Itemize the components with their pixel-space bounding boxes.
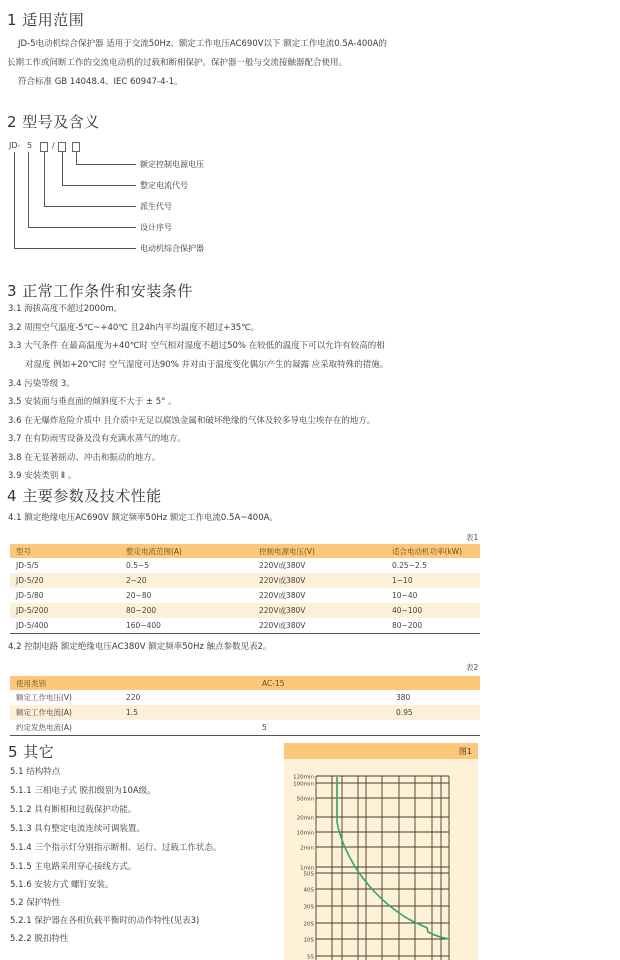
leader-line: [76, 164, 136, 165]
model-label-current-code: 整定电流代号: [140, 181, 188, 190]
table-row: [10, 558, 480, 573]
table-row: [10, 603, 480, 618]
leader-line: [62, 185, 136, 186]
other-item: 5.1.3 具有整定电流连续可调装置。: [10, 824, 145, 834]
table1-header: 适合电动机功率(kW): [386, 544, 480, 558]
other-item: 5.1.6 安装方式 螺钉安装。: [10, 880, 114, 890]
model-box-derivative: [40, 142, 48, 152]
table-cell: 0.25~2.5: [392, 561, 427, 570]
y-tick-label: 10S: [303, 937, 314, 944]
y-tick-label: 30S: [303, 904, 314, 911]
condition-item: 3.3 大气条件 在最高温度为+40℃时 空气相对湿度不超过50% 在较低的温度下可以允许有较高的相: [8, 341, 385, 351]
leader-line: [14, 248, 136, 249]
condition-item: 3.5 安装面与垂直面的倾斜度不大于 ± 5° 。: [8, 397, 177, 407]
table2-caption: 表2: [466, 663, 479, 672]
model-label-protector: 电动机综合保护器: [140, 244, 204, 253]
other-item: 5.2.1 保护器在各相负载平衡时的动作特性(见表3): [10, 916, 200, 926]
table-cell-empty: [256, 705, 390, 720]
y-tick-label: 50min: [296, 796, 314, 803]
section1-title: 1 适用范围: [7, 11, 85, 29]
table-cell: 220: [126, 693, 141, 702]
table-row: [10, 573, 480, 588]
table-cell: 80~200: [386, 618, 480, 634]
other-item: 5.2.2 脱扣特性: [10, 934, 69, 944]
y-tick-label: 50S: [303, 871, 314, 878]
other-item: 5.1.1 三相电子式 脱扣级别为10A级。: [10, 786, 156, 796]
section1-line-1: JD-5电动机综合保护器 适用于交流50Hz、额定工作电压AC690V以下 额定工作电流0.5A-400A的: [18, 39, 387, 49]
spec-line-4-2: 4.2 控制电路 额定绝缘电压AC380V 额定频率50Hz 触点参数见表2。: [8, 642, 272, 652]
table-cell: 约定发热电流(A): [10, 720, 120, 736]
section5-title: 5 其它: [8, 743, 55, 761]
table-cell: 10~40: [392, 591, 418, 600]
table-row: [10, 588, 480, 603]
section3-title: 3 正常工作条件和安装条件: [7, 282, 193, 300]
y-tick-label: 40S: [303, 887, 314, 894]
other-item: 5.1.2 具有断相和过载保护功能。: [10, 805, 137, 815]
table-cell: 额定工作电压(V): [16, 693, 72, 702]
table-row: [10, 618, 480, 634]
table-cell-empty: [120, 676, 256, 690]
other-item: 5.2 保护特性: [10, 898, 61, 908]
table1: [10, 544, 480, 634]
table-cell: 220V或380V: [259, 561, 306, 570]
table-cell: 220V或380V: [253, 603, 386, 618]
table-cell: JD-5/200: [10, 603, 120, 618]
table-cell-empty: [256, 690, 390, 705]
model-label-control-voltage: 额定控制电源电压: [140, 160, 204, 169]
table-cell: JD-5/400: [10, 618, 120, 634]
condition-item: 3.1 海拔高度不超过2000m。: [8, 304, 123, 314]
other-item: 5.1.4 三个指示灯分别指示断相、运行、过载工作状态。: [10, 843, 222, 853]
table-cell: 1~10: [386, 573, 480, 588]
table-cell: 额定工作电流(A): [10, 705, 120, 720]
condition-item: 3.9 安装类别 Ⅱ 。: [8, 471, 77, 481]
model-design-number: 5: [27, 141, 33, 150]
other-item: 5.1 结构特点: [10, 767, 61, 777]
table-cell-empty: [120, 720, 256, 736]
table-cell: 0.95: [390, 705, 480, 720]
model-slash: /: [52, 141, 55, 150]
table-cell: JD-5/20: [10, 573, 120, 588]
y-tick-label: 2min: [300, 845, 314, 852]
leader-line: [44, 152, 45, 207]
table1-header: 整定电流范围(A): [120, 544, 253, 558]
table-cell: 220V或380V: [253, 618, 386, 634]
table-cell: 80~200: [120, 603, 253, 618]
leader-line: [28, 227, 136, 228]
spec-line-4-1: 4.1 额定绝缘电压AC690V 额定频率50Hz 额定工作电流0.5A~400A。: [8, 513, 278, 523]
table-cell: 2~20: [120, 573, 253, 588]
model-box-voltage: [72, 142, 80, 152]
table-cell: JD-5/80: [16, 591, 44, 600]
table-cell-empty: [390, 720, 480, 736]
y-tick-label: 120min: [293, 774, 314, 781]
table-row: [10, 705, 480, 720]
leader-line: [28, 152, 29, 228]
table-cell: 5: [256, 720, 390, 736]
y-tick-label: 20min: [296, 815, 314, 822]
condition-item: 3.7 在有防雨雪设备及没有充满水蒸气的地方。: [8, 434, 186, 444]
y-tick-label: 10min: [296, 830, 314, 837]
table-row: [10, 720, 480, 736]
section1-line-2: 长期工作或间断工作的交流电动机的过载和断相保护。保护器一般与交流接触器配合使用。: [7, 58, 348, 68]
y-tick-label: 1min: [300, 865, 314, 872]
section1-standards: 符合标准 GB 14048.4、IEC 60947-4-1。: [18, 77, 183, 87]
y-tick-label: 5S: [307, 954, 314, 960]
table-cell: 380: [396, 693, 411, 702]
leader-line: [14, 152, 15, 249]
condition-item-continued: 对湿度 例如+20℃时 空气湿度可达90% 并对由于温度变化偶尔产生的凝露 应采取特殊的措施。: [25, 360, 389, 370]
table-cell: 0.5~5: [126, 561, 149, 570]
model-label-design-number: 设计序号: [140, 223, 172, 232]
other-item: 5.1.5 主电路采用穿心接线方式。: [10, 862, 137, 872]
trip-curve-chart: [284, 743, 478, 960]
table2-header-value: AC-15: [256, 676, 390, 690]
condition-item: 3.2 周围空气温度-5℃~+40℃ 且24h内平均温度不超过+35℃。: [8, 323, 260, 333]
table2: [10, 676, 480, 736]
table-cell: 220V或380V: [253, 573, 386, 588]
table-cell: 160~400: [120, 618, 253, 634]
condition-item: 3.4 污染等级 3。: [8, 379, 75, 389]
table2-header-label: 使用类别: [10, 676, 120, 690]
table-cell: 20~80: [126, 591, 152, 600]
figure1-caption: 图1: [458, 747, 472, 756]
condition-item: 3.8 在无显著摇动、冲击和振动的地方。: [8, 453, 161, 463]
figure1-panel: [284, 743, 478, 960]
table1-header-row: [10, 544, 480, 558]
model-box-current: [58, 142, 66, 152]
table-cell: 220V或380V: [259, 591, 306, 600]
section2-title: 2 型号及含义: [7, 113, 100, 131]
table-cell: 1.5: [120, 705, 256, 720]
model-prefix: JD-: [9, 141, 21, 150]
section4-title: 4 主要参数及技术性能: [7, 487, 162, 505]
leader-line: [62, 152, 63, 186]
leader-line: [44, 206, 136, 207]
table1-header: 型号: [10, 544, 120, 558]
condition-item: 3.6 在无爆炸危险介质中 且介质中无足以腐蚀金属和破坏绝缘的气体及较多导电尘埃存在的地方。: [8, 416, 376, 426]
table-cell-empty: [390, 676, 480, 690]
table1-header: 控制电源电压(V): [253, 544, 386, 558]
y-tick-label: 100min: [293, 781, 314, 788]
table2-header-row: [10, 676, 480, 690]
table-row: [10, 690, 480, 705]
table-cell: 40~100: [386, 603, 480, 618]
model-label-derivative-code: 派生代号: [140, 202, 172, 211]
y-tick-label: 20S: [303, 921, 314, 928]
table-cell: JD-5/5: [16, 561, 39, 570]
table1-caption: 表1: [466, 533, 479, 542]
